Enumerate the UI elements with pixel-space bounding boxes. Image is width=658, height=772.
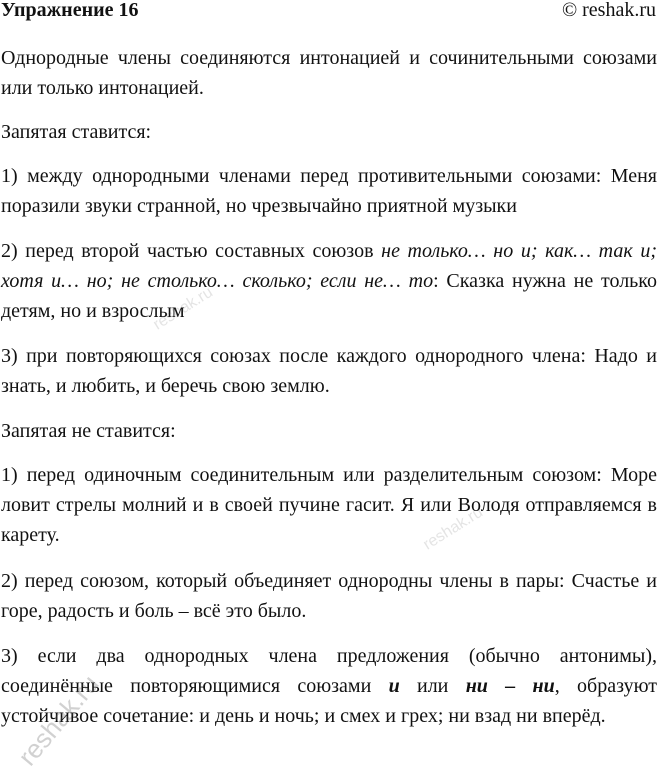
- intro-paragraph: Однородные члены соединяются интонацией и сочинительными союзами или только интонацией.: [1, 47, 657, 99]
- comma-yes-heading: Запятая ставится:: [1, 121, 152, 143]
- comma-yes-rule-3: 3) при повторяющихся союзах после каждого однородного члена: Надо и знать, и любить, и беречь свою землю.: [1, 345, 657, 397]
- conjunction-i: и: [388, 675, 400, 697]
- header: [1, 0, 656, 26]
- comma-no-heading: Запятая не ставится:: [1, 420, 176, 442]
- rule-3-prefix: 3) если два однородных члена предложения (обычно антонимы), соединённые повторяющимися союзами: [1, 645, 657, 697]
- rule-3-mid: или: [399, 675, 466, 697]
- watermark-faint: reshak.ru: [420, 503, 486, 554]
- exercise-title: Упражнение 16: [1, 0, 139, 21]
- conjunction-ni-ni: ни – ни: [465, 675, 555, 697]
- watermark-faint: reshak.ru: [150, 283, 216, 334]
- rule-2-suffix: : Сказка нужна не только детям, но и взрослым: [1, 270, 658, 322]
- comma-yes-rule-2: [1, 236, 657, 326]
- rule-3-suffix: , образуют устойчивое сочетание: и день и ночь; и смех и грех; ни взад ни вперёд.: [1, 675, 657, 727]
- comma-no-rule-3: [1, 641, 657, 731]
- comma-no-rule-1: 1) перед одиночным соединительным или разделительным союзом: Море ловит стрелы молний и в своей пучине гасит. Я или Володя отправляемся в карету.: [1, 464, 657, 546]
- watermark: reshak.ru: [12, 668, 105, 772]
- comma-yes-rule-1: 1) между однородными членами перед противительными союзами: Меня поразили звуки странной, но чрезвычайно приятной музыки: [1, 165, 657, 217]
- site-credit: © reshak.ru: [561, 0, 656, 21]
- rule-2-prefix: 2) перед второй частью составных союзов: [1, 240, 382, 262]
- rule-2-conjunctions: не только… но и; как… так и; хотя и… но; не столько… сколько; если не… то: [1, 240, 657, 292]
- comma-no-rule-2: 2) перед союзом, который объединяет однородны члены в пары: Счастье и горе, радость и боль – всё это было.: [1, 570, 657, 622]
